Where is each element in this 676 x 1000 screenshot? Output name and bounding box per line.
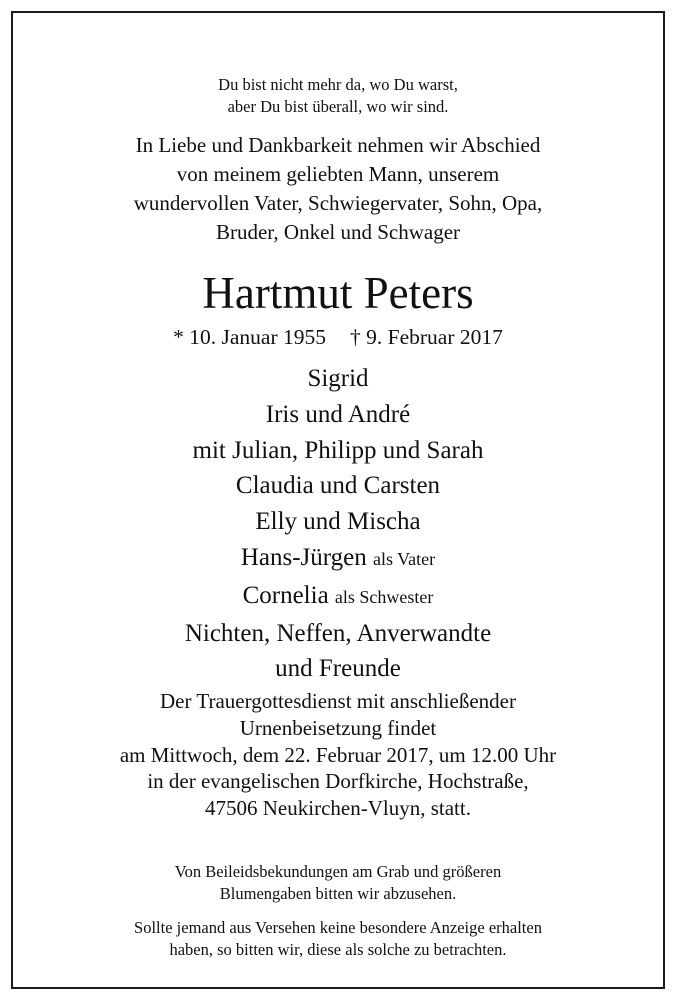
farewell-line: wundervollen Vater, Schwiegervater, Sohn, Opa, [133, 191, 543, 215]
mourner-entry [0, 433, 676, 469]
condolence-note [0, 861, 676, 904]
service-line: 47506 Neukirchen-Vluyn, statt. [205, 796, 471, 821]
service-line: am Mittwoch, dem 22. Februar 2017, um 12.00 Uhr [119, 742, 557, 767]
farewell-line: von meinem geliebten Mann, unserem [176, 162, 500, 186]
mourner-entry [0, 651, 676, 687]
mourner-name: und Freunde [275, 655, 401, 683]
mourner-entry [0, 578, 676, 616]
mourner-entry [0, 361, 676, 397]
farewell-line: Bruder, Onkel und Schwager [215, 220, 461, 244]
mourner-relation: als Schwester [334, 586, 434, 607]
condolence-line: Blumengaben bitten wir abzusehen. [219, 883, 457, 903]
funeral-service-info [0, 688, 676, 822]
mourner-entry [0, 468, 676, 504]
life-dates [0, 322, 676, 352]
notice-line: Sollte jemand aus Versehen keine besondere Anzeige erhalten [134, 918, 542, 937]
mourner-name: Nichten, Neffen, Anverwandte [184, 619, 492, 647]
mourner-name: Elly und Mischa [255, 508, 421, 536]
mourner-entry [0, 540, 676, 578]
farewell-line: In Liebe und Dankbarkeit nehmen wir Abschied [135, 133, 541, 157]
mourner-name: Iris und André [265, 400, 411, 428]
notice-line: haben, so bitten wir, diese als solche zu betrachten. [169, 939, 507, 959]
mourner-entry [0, 504, 676, 540]
deceased-name: Hartmut Peters [202, 268, 474, 318]
condolence-line: Von Beileidsbekundungen am Grab und größeren [174, 862, 502, 881]
motto-verse [0, 74, 676, 117]
birth-date: * 10. Januar 1955 [173, 325, 326, 349]
mourner-name: mit Julian, Philipp und Sarah [192, 436, 484, 464]
service-line: Urnenbeisetzung findet [239, 715, 437, 740]
motto-line: Du bist nicht mehr da, wo Du warst, [218, 75, 458, 94]
mourner-relation: als Vater [373, 548, 436, 569]
mourner-name: Sigrid [307, 365, 369, 392]
service-line: in der evangelischen Dorfkirche, Hochstraße, [147, 769, 529, 794]
mourners-list [0, 361, 676, 687]
mourner-name: Hans-Jürgen [240, 543, 367, 571]
notice-note [0, 917, 676, 960]
mourner-entry [0, 616, 676, 652]
farewell-text [0, 131, 676, 247]
death-date: † 9. Februar 2017 [350, 325, 503, 349]
motto-line: aber Du bist überall, wo wir sind. [227, 96, 449, 116]
mourner-name: Claudia und Carsten [235, 472, 441, 500]
service-line: Der Trauergottesdienst mit anschließender [160, 689, 516, 713]
mourner-entry [0, 397, 676, 433]
mourner-name: Cornelia [242, 581, 329, 609]
